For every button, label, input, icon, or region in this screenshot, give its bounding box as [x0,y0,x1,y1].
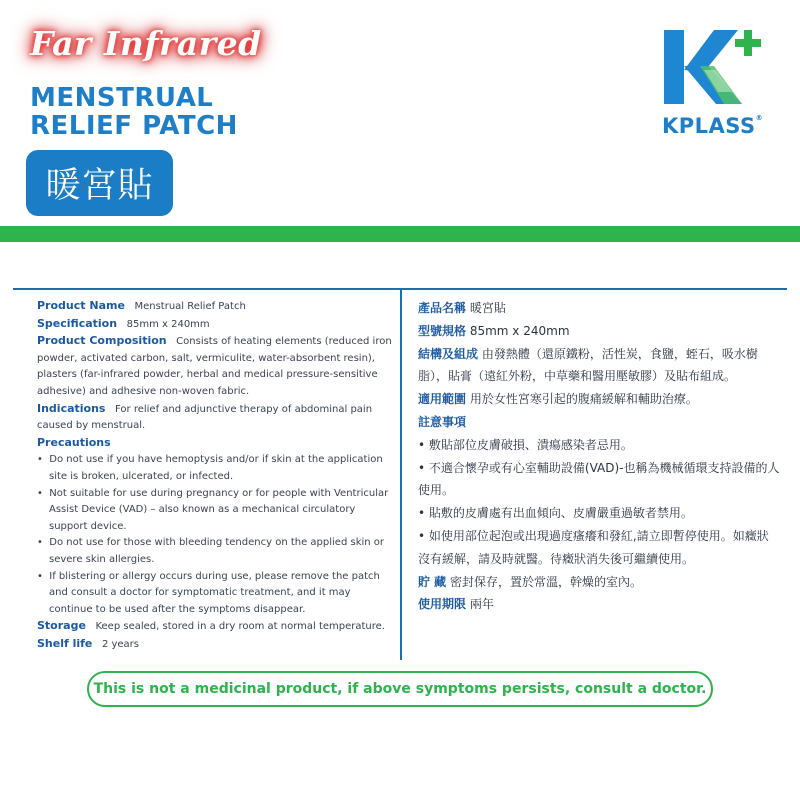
brand-name [662,114,776,138]
trademark-symbol: ® [755,114,764,122]
zh-precaution-text: 不適合懷孕或有心室輔助設備(VAD)-也稱為機械循環支持設備的人使用。 [418,460,780,498]
zh-precaution-item: • 不適合懷孕或有心室輔助設備(VAD)-也稱為機械循環支持設備的人使用。 [418,460,780,498]
en-precaution-text: Do not use if you have hemoptysis and/or if skin at the application site is broken, ulcerated, or infected. [49,454,383,482]
en-precaution-text: If blistering or allergy occurs during use, please remove the patch and consult a doctor for symptomatic treatment, and it may continue to be used after the symptoms disappear. [49,570,380,615]
zh-precautions-label: 註意事項 [418,414,467,429]
zh-indications-value: 用於女性宮寒引起的腹痛緩解和輔助治療。 [469,392,698,407]
zh-storage-value: 密封保存，置於常溫，幹燥的室內。 [450,574,643,589]
zh-shelf-life-row [418,593,780,616]
zh-shelf-life-label: 使用期限 [418,597,467,612]
medical-disclaimer-notice [87,671,713,707]
zh-precaution-text: 敷貼部位皮膚破損、潰瘍感染者忌用。 [428,437,633,452]
en-precaution-text: Do not use for those with bleeding tendency on the applied skin or severe skin allergies. [49,537,385,565]
far-infrared-script-title: Far Infrared [30,24,262,63]
kplass-k-plus-icon [662,26,774,116]
chinese-title-badge [26,150,173,216]
zh-precaution-text: 貼敷的皮膚處有出血傾向、皮膚嚴重過敏者禁用。 [428,506,693,521]
medical-disclaimer-text: This is not a medicinal product, if above symptoms persists, consult a doctor. [93,681,707,697]
en-storage-value: Keep sealed, stored in a dry room at normal temperature. [95,621,385,633]
zh-precaution-text: 如使用部位起泡或出現過度瘙癢和發紅,請立即暫停使用。如癥狀沒有緩解，請及時就醫。待癥狀消失後可繼續使用。 [418,528,769,566]
en-precaution-item: • If blistering or allergy occurs during use, please remove the patch and consult a doctor for symptomatic treatment, and it may continue to be used after the symptoms disappear. [37,570,380,615]
en-precautions-label: Precautions [37,435,111,449]
column-divider [400,288,402,660]
en-precaution-item: • Do not use for those with bleeding tendency on the applied skin or severe skin allergies. [37,537,385,565]
en-indications-label: Indications [37,401,106,415]
chinese-info-column [418,297,780,616]
zh-indications-row [418,388,780,411]
en-composition-row [37,333,393,351]
en-product-name-value: Menstrual Relief Patch [134,301,246,312]
chinese-title-text: 暖宮貼 [45,166,154,206]
product-title-line-1: MENSTRUAL [30,83,214,113]
zh-precaution-item: • 敷貼部位皮膚破損、潰瘍感染者忌用。 [418,437,633,452]
en-shelf-life-row [37,636,393,654]
zh-composition-row [418,343,780,389]
zh-product-name-label: 產品名稱 [418,301,467,315]
en-precautions-row [37,435,393,453]
zh-composition-value: 由發熱體（還原鐵粉，活性炭，食鹽，蛭石，吸水樹脂），貼膏（遠紅外粉，中草藥和醫用壓敏膠）及貼布組成。 [418,346,758,384]
en-specification-label: Specification [37,316,118,330]
en-precaution-text: Not suitable for use during pregnancy or for people with Ventricular Assist Device (VAD) – also known as a mechanical circulatory support device. [49,487,389,532]
en-storage-label: Storage [37,619,86,633]
zh-precautions-row [418,411,780,434]
zh-precaution-item: • 如使用部位起泡或出現過度瘙癢和發紅,請立即暫停使用。如癥狀沒有緩解，請及時就醫。待癥狀消失後可繼續使用。 [418,528,769,566]
en-storage-row [37,618,393,636]
english-info-column [37,298,393,653]
en-product-name-label: Product Name [37,299,125,312]
en-indications-row [37,401,393,419]
en-precaution-item: • Do not use if you have hemoptysis and/or if skin at the application site is broken, ulcerated, or infected. [37,454,383,482]
en-shelf-life-value: 2 years [101,638,139,650]
zh-product-name-value: 暖宮貼 [469,301,506,315]
en-composition-label: Product Composition [37,334,167,348]
en-product-name-row [37,298,393,316]
zh-specification-value: 85mm x 240mm [469,323,570,338]
en-composition-value-first: Consists of heating elements (reduced iron [176,336,392,348]
brand-name-text: KPLASS [662,114,756,138]
zh-shelf-life-value: 兩年 [469,597,494,612]
en-composition-line: plasters (far-infrared powder, herbal and medical pressure-sensitive [37,369,378,381]
zh-storage-row [418,571,780,594]
en-composition-line: adhesive) and adhesive non-woven fabric. [37,385,250,397]
zh-composition-label: 結構及組成 [418,346,479,361]
zh-indications-label: 適用範圍 [418,392,467,407]
en-specification-value: 85mm x 240mm [126,318,210,330]
zh-product-name-row [418,297,780,320]
zh-precaution-item: • 貼敷的皮膚處有出血傾向、皮膚嚴重過敏者禁用。 [418,506,693,521]
green-divider-band [0,226,800,242]
en-precaution-item: • Not suitable for use during pregnancy or for people with Ventricular Assist Device (VAD) – also known as a mechanical circulatory support device. [37,487,389,532]
en-shelf-life-label: Shelf life [37,636,93,650]
zh-specification-row [418,320,780,343]
en-indications-line: caused by menstrual. [37,420,146,432]
en-specification-row [37,316,393,334]
zh-storage-label: 貯 藏 [418,574,447,589]
zh-specification-label: 型號規格 [418,323,467,338]
product-title-line-2: RELIEF PATCH [30,111,238,141]
en-indications-value-first: For relief and adjunctive therapy of abdominal pain [115,403,373,415]
en-composition-line: powder, activated carbon, salt, vermiculite, water-absorbent resin), [37,352,375,364]
